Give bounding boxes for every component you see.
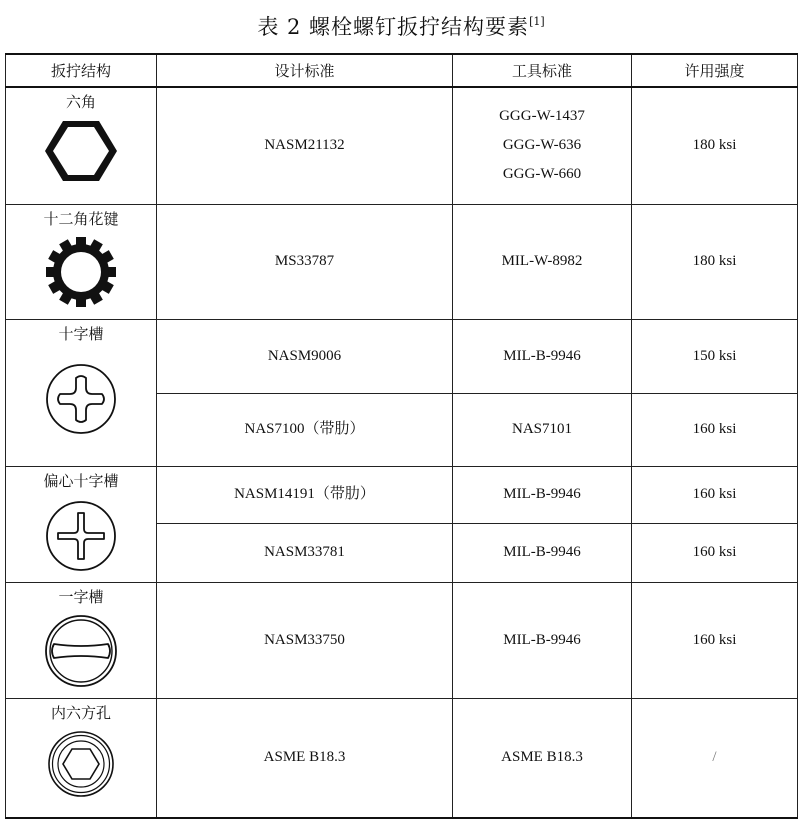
structure-name: 一字槽 xyxy=(58,587,104,606)
header-tool-standard: 工具标准 xyxy=(453,54,632,87)
table-header-row xyxy=(6,54,798,87)
strength-cell: 180 ksi xyxy=(632,87,798,204)
hex-socket-icon xyxy=(46,729,116,799)
strength-cell: 160 ksi xyxy=(632,393,798,466)
design-standard-cell: NASM33750 xyxy=(157,582,453,698)
strength-cell: / xyxy=(632,698,798,818)
design-standard-cell: NASM14191（带肋） xyxy=(157,466,453,523)
structure-cell xyxy=(6,87,157,204)
header-allowable-strength: 许用强度 xyxy=(632,54,798,87)
slotted-icon xyxy=(43,613,119,689)
structure-name: 十二角花键 xyxy=(43,209,119,228)
strength-cell: 160 ksi xyxy=(632,523,798,582)
tool-standard-cell xyxy=(453,87,632,204)
table-row xyxy=(6,87,798,204)
structure-cell xyxy=(6,698,157,818)
fastener-drive-table xyxy=(5,53,798,819)
tool-standard-cell: NAS7101 xyxy=(453,393,632,466)
tool-standard-line: GGG-W-1437 xyxy=(499,108,585,125)
structure-cell xyxy=(6,204,157,319)
caption-reference: [1] xyxy=(529,15,545,28)
tool-standard-cell: MIL-B-9946 xyxy=(453,523,632,582)
hexagon-head-icon xyxy=(43,118,119,184)
cross-recess-icon xyxy=(44,362,118,436)
offset-cross-recess-icon xyxy=(44,499,118,573)
tool-standard-cell: MIL-B-9946 xyxy=(453,466,632,523)
design-standard-cell: NASM21132 xyxy=(157,87,453,204)
table-row xyxy=(6,582,798,698)
tool-standard-cell: MIL-W-8982 xyxy=(453,204,632,319)
design-standard-cell: NASM33781 xyxy=(157,523,453,582)
structure-cell xyxy=(6,466,157,582)
strength-cell: 160 ksi xyxy=(632,466,798,523)
tool-standard-line: GGG-W-636 xyxy=(502,137,582,154)
tool-standard-cell: MIL-B-9946 xyxy=(453,582,632,698)
table-row xyxy=(6,319,798,393)
table-caption xyxy=(0,2,802,42)
twelve-point-spline-icon xyxy=(44,235,118,309)
strength-cell: 160 ksi xyxy=(632,582,798,698)
table-row xyxy=(6,466,798,523)
caption-text: 表 2 螺栓螺钉扳拧结构要素 xyxy=(257,15,530,39)
tool-standard-cell: ASME B18.3 xyxy=(453,698,632,818)
structure-cell xyxy=(6,582,157,698)
tool-standard-line: GGG-W-660 xyxy=(502,166,582,183)
strength-cell: 180 ksi xyxy=(632,204,798,319)
structure-name: 六角 xyxy=(65,93,96,111)
table-row xyxy=(6,698,798,818)
design-standard-cell: NAS7100（带肋） xyxy=(157,393,453,466)
header-design-standard: 设计标准 xyxy=(157,54,453,87)
design-standard-cell: MS33787 xyxy=(157,204,453,319)
structure-name: 偏心十字槽 xyxy=(43,471,119,490)
design-standard-cell: ASME B18.3 xyxy=(157,698,453,818)
strength-cell: 150 ksi xyxy=(632,319,798,393)
structure-name: 内六方孔 xyxy=(50,703,111,722)
design-standard-cell: NASM9006 xyxy=(157,319,453,393)
structure-cell xyxy=(6,319,157,466)
table-row xyxy=(6,204,798,319)
structure-name: 十字槽 xyxy=(58,324,104,343)
header-drive-structure: 扳拧结构 xyxy=(6,54,157,87)
tool-standard-cell: MIL-B-9946 xyxy=(453,319,632,393)
